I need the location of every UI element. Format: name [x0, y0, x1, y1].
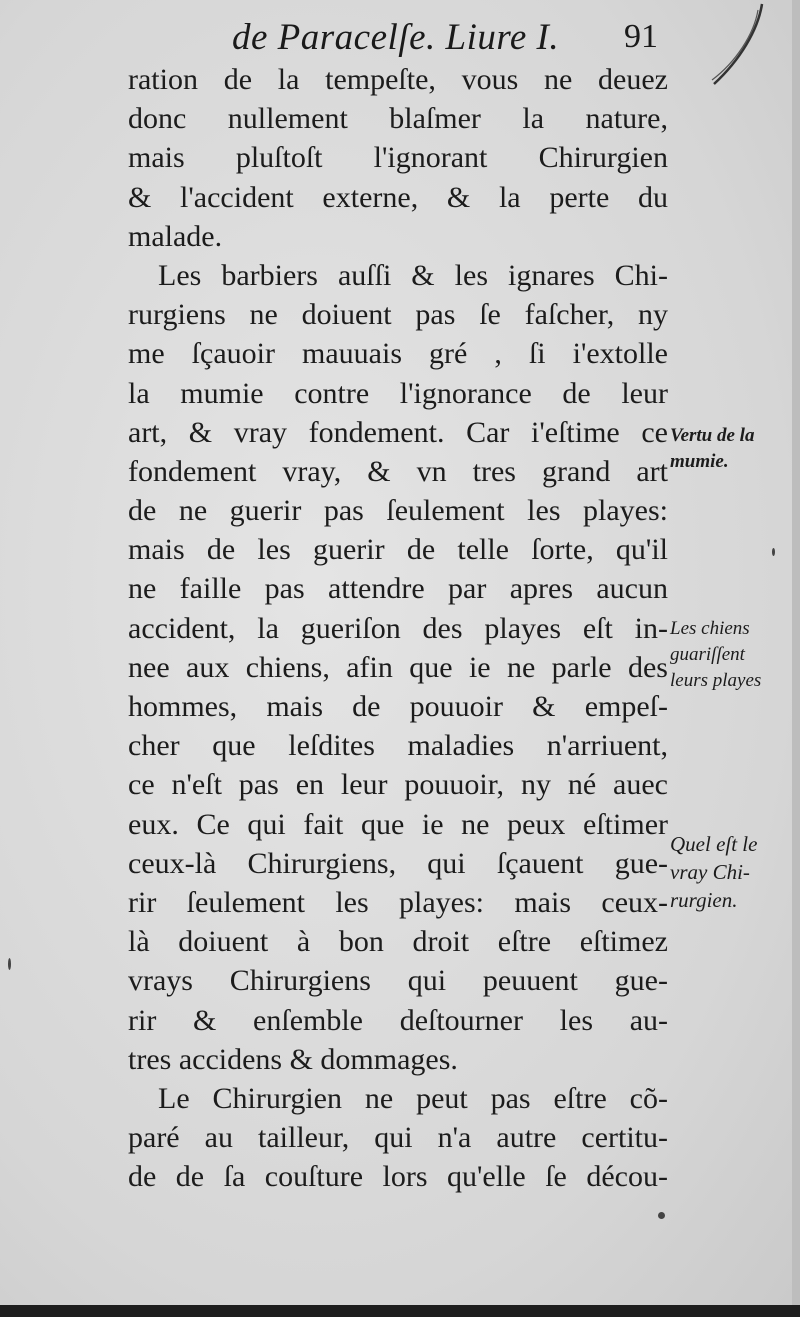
text-line: accident, la gueriſon des playes eſt in-: [128, 611, 668, 645]
text-line: malade.: [128, 219, 223, 253]
page-bottom-shadow: [0, 1305, 800, 1317]
pencil-mark-icon: [700, 0, 780, 90]
text-line: de ne guerir pas ſeulement les playes:: [128, 494, 668, 528]
text-line: la mumie contre l'ignorance de leur: [128, 376, 668, 410]
text-line: eux. Ce qui fait que ie ne peux eſtimer: [128, 807, 668, 841]
page-number: 91: [624, 18, 658, 55]
margin-note-vertu: [670, 423, 792, 475]
margin-note-line: guariſſent: [670, 644, 745, 665]
margin-note-chiens: [670, 616, 792, 694]
ink-speck: [8, 958, 11, 970]
text-line: & l'accident externe, & la perte du: [128, 180, 668, 214]
text-line: nee aux chiens, afin que ie ne parle des: [128, 650, 668, 684]
ink-speck: [772, 548, 775, 556]
text-line: me ſçauoir mauuais gré , ſi i'extolle: [128, 337, 668, 371]
text-line: vrays Chirurgiens qui peuuent gue-: [128, 964, 668, 998]
paragraph-start-line: Le Chirurgien ne peut pas eſtre cõ-: [158, 1081, 668, 1115]
text-line: tres accidens & dommages.: [128, 1042, 458, 1076]
text-line: rir ſeulement les playes: mais ceux-: [128, 885, 668, 919]
text-line: ration de la tempeſte, vous ne deuez: [128, 63, 668, 96]
text-line: ne faille pas attendre par apres aucun: [128, 572, 668, 606]
text-line: rir & enſemble deſtourner les au-: [128, 1003, 668, 1037]
text-line: donc nullement blaſmer la nature,: [128, 102, 668, 136]
text-line: fondement vray, & vn tres grand art: [128, 454, 668, 488]
text-line: de de ſa couſture lors qu'elle ſe décou-: [128, 1160, 668, 1194]
margin-note-line: leurs playes: [670, 670, 762, 691]
text-line: mais pluſtoſt l'ignorant Chirurgien: [128, 141, 668, 175]
text-line: là doiuent à bon droit eſtre eſtimez: [128, 925, 668, 959]
text-line: rurgiens ne doiuent pas ſe faſcher, ny: [128, 298, 668, 332]
text-line: hommes, mais de pouuoir & empeſ-: [128, 690, 668, 723]
text-line: ceux-là Chirurgiens, qui ſçauent gue-: [128, 846, 668, 880]
text-line: cher que leſdites maladies n'arriuent,: [128, 729, 668, 763]
body-text: [128, 60, 668, 1196]
margin-note-line: Les chiens: [670, 618, 750, 639]
text-line: paré au tailleur, qui n'a autre certitu-: [128, 1121, 668, 1155]
text-line: mais de les guerir de telle ſorte, qu'il: [128, 533, 668, 567]
text-line: art, & vray fondement. Car i'eſtime ce: [128, 415, 668, 449]
margin-note-line: Quel eſt le: [670, 832, 758, 856]
margin-note-line: Vertu de la: [670, 425, 755, 446]
page-header: [0, 12, 792, 62]
paragraph-start-line: Les barbiers auſſi & les ignares Chi-: [158, 258, 668, 292]
page-edge-shadow: [792, 0, 800, 1317]
text-line: ce n'eſt pas en leur pouuoir, ny né auec: [128, 768, 668, 802]
margin-note-chirurgien: [670, 830, 792, 914]
margin-note-line: mumie.: [670, 451, 729, 472]
running-title: de Paracelſe. Liure I.: [232, 17, 560, 58]
margin-note-line: vray Chi-: [670, 860, 750, 884]
ink-speck: [658, 1212, 665, 1219]
margin-note-line: rurgien.: [670, 888, 738, 912]
